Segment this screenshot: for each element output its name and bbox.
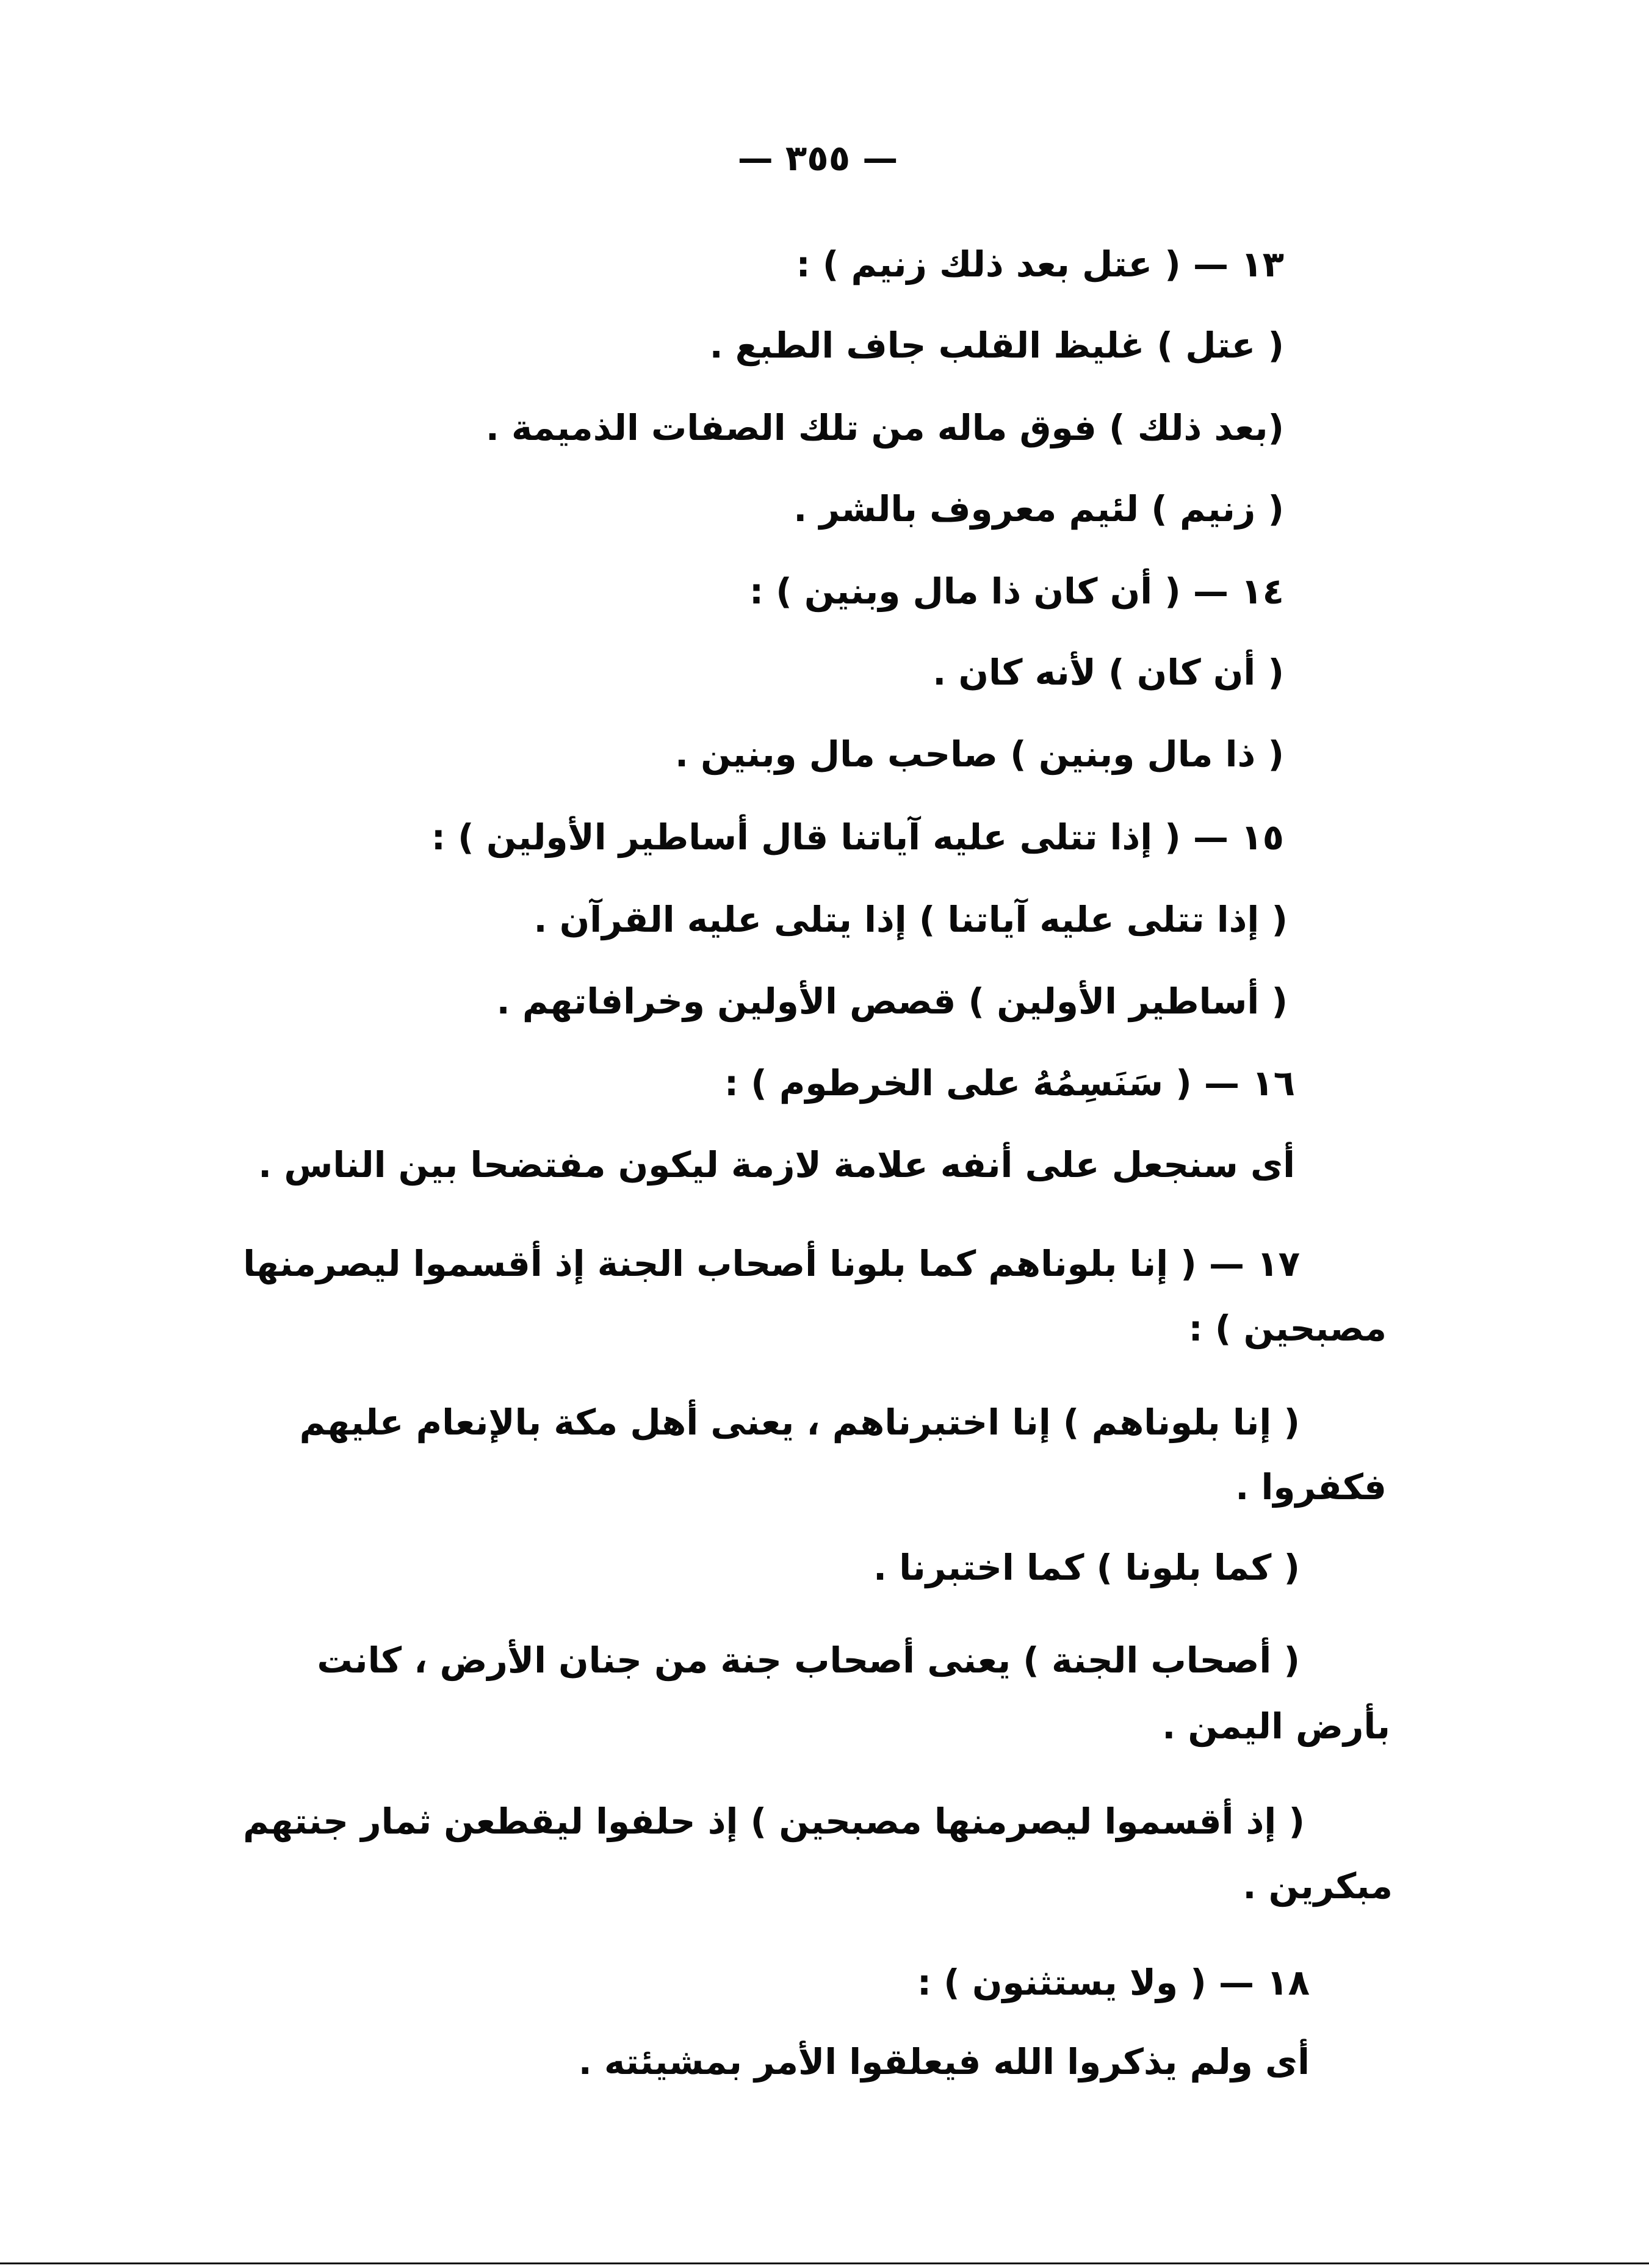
gloss-line: ( أصحاب الجنة ) يعنى أصحاب جنة من جنان الأرض ، كانت xyxy=(317,1640,1300,1681)
gloss-line: ( ذا مال وبنين ) صاحب مال وبنين . xyxy=(674,733,1284,775)
gloss-line: (بعد ذلك ) فوق ماله من تلك الصفات الذميمة . xyxy=(485,407,1284,448)
gloss-line: ( عتل ) غليظ القلب جاف الطبع . xyxy=(709,325,1284,366)
gloss-line: ( كما بلونا ) كما اختبرنا . xyxy=(873,1547,1300,1588)
verse-13-heading: ١٣ — ( عتل بعد ذلك زنيم ) : xyxy=(796,243,1284,285)
verse-15-heading: ١٥ — ( إذا تتلى عليه آياتنا قال أساطير الأولين ) : xyxy=(431,816,1284,858)
gloss-line: ( إذ أقسموا ليصرمنها مصبحين ) إذ حلفوا ليقطعن ثمار جنتهم xyxy=(243,1801,1305,1842)
gloss-line-continued: فكفروا . xyxy=(1235,1466,1387,1508)
gloss-line: أى سنجعل على أنفه علامة لازمة ليكون مفتضحا بين الناس . xyxy=(258,1144,1295,1186)
verse-18-heading: ١٨ — ( ولا يستثنون ) : xyxy=(917,1962,1310,2003)
verse-17-heading-continued: مصبحين ) : xyxy=(1188,1308,1387,1349)
gloss-line-continued: بأرض اليمن . xyxy=(1162,1705,1390,1747)
gloss-line: ( أساطير الأولين ) قصص الأولين وخرافاتهم . xyxy=(496,981,1288,1022)
page-number: — ٣٥٥ — xyxy=(737,137,898,179)
page-bottom-border xyxy=(0,2263,1649,2264)
verse-16-heading: ١٦ — ( سَنَسِمُهُ على الخرطوم ) : xyxy=(724,1062,1295,1104)
gloss-line: ( إذا تتلى عليه آياتنا ) إذا يتلى عليه القرآن . xyxy=(533,899,1288,940)
verse-17-heading: ١٧ — ( إنا بلوناهم كما بلونا أصحاب الجنة إذ أقسموا ليصرمنها xyxy=(243,1243,1300,1284)
gloss-line: ( زنيم ) لئيم معروف بالشر . xyxy=(793,488,1284,530)
verse-14-heading: ١٤ — ( أن كان ذا مال وبنين ) : xyxy=(749,571,1284,612)
gloss-line: ( أن كان ) لأنه كان . xyxy=(933,652,1284,693)
gloss-line: ( إنا بلوناهم ) إنا اختبرناهم ، يعنى أهل مكة بالإنعام عليهم xyxy=(299,1402,1300,1443)
gloss-line: أى ولم يذكروا الله فيعلقوا الأمر بمشيئته . xyxy=(578,2041,1310,2083)
gloss-line-continued: مبكرين . xyxy=(1243,1865,1393,1907)
